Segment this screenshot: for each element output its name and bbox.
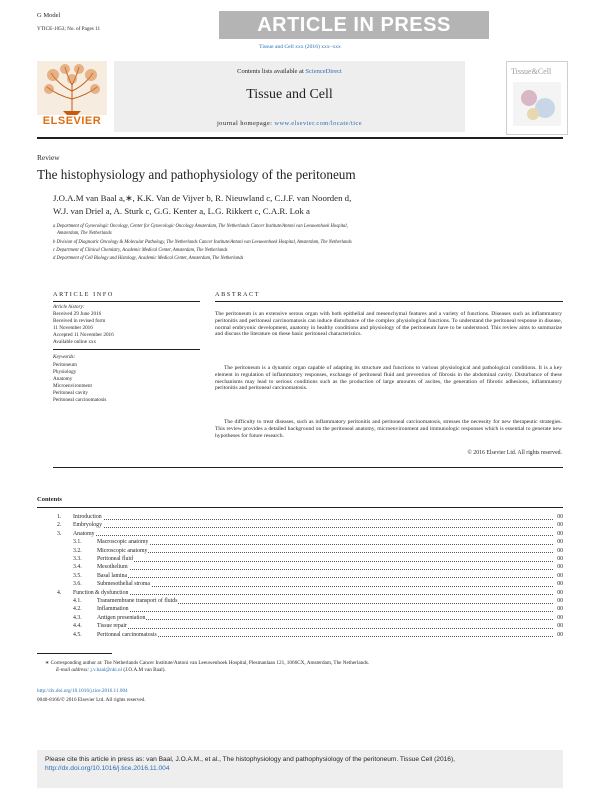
- toc-entry[interactable]: [53, 555, 563, 563]
- elsevier-wordmark: ELSEVIER: [42, 115, 102, 127]
- toc-label: Submesothelial stroma: [97, 581, 150, 588]
- toc-label: Embryology: [73, 522, 102, 529]
- toc-page: 00: [557, 530, 563, 537]
- email-label: E-mail address:: [56, 666, 91, 673]
- divider: [37, 507, 563, 508]
- toc-page: 00: [557, 623, 563, 630]
- keyword: Peritoneal cavity: [53, 390, 89, 396]
- toc-page: 00: [557, 631, 563, 638]
- toc-leader: [97, 563, 553, 570]
- keyword: Microenvironment: [53, 383, 92, 389]
- affiliation: b Division of Diagnostic Oncology & Molecular Pathology, The Netherlands Cancer Institute/Antoni van Leeuwenhoek Hospital, Amsterdam, The Netherlands: [53, 240, 352, 245]
- toc-label: Anatomy: [73, 530, 95, 537]
- toc-entry[interactable]: [53, 589, 563, 597]
- abstract-paragraph: The peritoneum is a dynamic organ capable of adapting its structure and functions to various physiological and pathological conditions. It is a key element in regulation of inflammatory responses, exchange of peritoneal fluid and prevention of fibrosis in the abdominal cavity. Disturbance of these mechanisms may lead to serious conditions such as the production of large amounts of ascites, the generation of fibrotic adhesions, inflammatory peritonitis and peritoneal carcinomatosis.: [215, 365, 562, 392]
- toc-entry[interactable]: [53, 605, 563, 613]
- toc-label: Transmembrane transport of fluids: [97, 598, 178, 604]
- article-info-heading: ARTICLE INFO: [53, 291, 114, 298]
- toc-page: 00: [557, 539, 563, 546]
- keywords-label: Keywords:: [53, 354, 76, 360]
- article-title: The histophysiology and pathophysiology of the peritoneum: [37, 167, 356, 182]
- history-item: Accepted 11 November 2016: [53, 332, 114, 338]
- toc-page: 00: [557, 514, 563, 520]
- toc-entry[interactable]: [53, 513, 563, 521]
- toc-leader: [97, 622, 553, 629]
- toc-number: 3.5.: [73, 572, 82, 579]
- toc-leader: [97, 614, 553, 621]
- toc-page: 00: [557, 614, 563, 621]
- toc-page: 00: [557, 598, 563, 604]
- toc-leader: [73, 530, 553, 537]
- toc-entry[interactable]: [53, 580, 563, 588]
- article-in-press-banner: ARTICLE IN PRESS: [219, 11, 489, 39]
- article-type: Review: [37, 153, 60, 162]
- sciencedirect-link[interactable]: ScienceDirect: [305, 68, 342, 75]
- toc-label: Peritoneal carcinomatosis: [97, 631, 157, 638]
- authors-line-1: J.O.A.M van Baal a,∗, K.K. Van de Vijver b, R. Nieuwland c, C.J.F. van Noorden d,: [53, 193, 352, 203]
- toc-page: 00: [557, 572, 563, 579]
- issn-copyright: 0040-8166/© 2016 Elsevier Ltd. All rights reserved.: [37, 697, 146, 703]
- keyword: Peritoneum: [53, 362, 77, 368]
- toc-label: Macroscopic anatomy: [97, 539, 149, 546]
- abstract-paragraph: The peritoneum is an extensive serous organ with both epithelial and mesenchymal features and a variety of functions. Diseases such as inflammatory peritonitis and peritoneal carcinomatosis can induce disturbance of the complex physiological functions. To understand the peritoneal response in disease, normal embryonic development, anatomy in healthy conditions and physiology of the peritoneum have to be understood. This review aims to summarize and discuss the literature on these basic peritoneal characteristics.: [215, 311, 562, 338]
- g-model-label: G Model: [37, 12, 61, 19]
- toc-entry[interactable]: [53, 521, 563, 529]
- toc-leader: [97, 605, 553, 612]
- journal-title: Tissue and Cell: [246, 87, 333, 102]
- toc-number: 3.2.: [73, 547, 82, 554]
- affiliation: a Department of Gynecologic Oncology, Center for Gynecologic Oncology Amsterdam, The Netherlands Cancer Institute/Antoni van Leeuwenhoek Hospital,: [53, 224, 348, 229]
- toc-leader: [97, 538, 553, 545]
- history-item: Available online xxx: [53, 339, 97, 345]
- email-line: [37, 667, 369, 674]
- toc-leader: [97, 580, 553, 587]
- corresponding-author: ∗ Corresponding author at: The Netherlands Cancer Institute/Antoni van Leeuwenhoek Hospital, Plesmanlaan 121, 1066CX, Amsterdam, The Netherlands.: [45, 660, 370, 666]
- journal-citation: Tissue and Cell xxx (2016) xxx–xxx: [259, 44, 341, 50]
- toc-label: Inflammation: [97, 606, 129, 613]
- affiliation: d Department of Cell Biology and Histology, Academic Medical Center, Amsterdam, The Netherlands: [53, 256, 244, 261]
- toc-leader: [97, 547, 553, 554]
- toc-label: Mesothelium: [97, 564, 128, 571]
- doi-link[interactable]: http://dx.doi.org/10.1016/j.tice.2016.11.004: [37, 688, 128, 694]
- toc-label: Peritoneal fluid: [97, 556, 133, 562]
- toc-entry[interactable]: [53, 547, 563, 555]
- toc-label: Introduction: [73, 514, 102, 520]
- toc-number: 4.1.: [73, 598, 82, 604]
- toc-page: 00: [557, 606, 563, 613]
- toc-page: 00: [557, 589, 563, 596]
- toc-leader: [73, 589, 553, 596]
- toc-label: Basal lamina: [97, 572, 128, 579]
- toc-label: Microscopic anatomy: [97, 547, 148, 554]
- toc-page: 00: [557, 556, 563, 562]
- keyword: Physiology: [53, 369, 77, 375]
- toc-page: 00: [557, 547, 563, 554]
- keyword: Anatomy: [53, 376, 73, 382]
- contents-available: [114, 68, 465, 75]
- authors-line-2: W.J. van Driel a, A. Sturk c, G.G. Kenter a, L.G. Rikkert c, C.A.R. Lok a: [53, 206, 310, 216]
- toc-number: 3.1.: [73, 539, 82, 546]
- homepage-label: journal homepage:: [216, 120, 275, 127]
- toc-number: 4.3.: [73, 614, 82, 621]
- article-code: YTICE-1053; No. of Pages 11: [37, 26, 101, 32]
- toc-entry[interactable]: [53, 614, 563, 622]
- toc-label: Antigen presentation: [97, 614, 146, 621]
- email-link[interactable]: j.v.baal@nki.nl: [90, 666, 123, 673]
- toc-entry[interactable]: [53, 597, 563, 605]
- divider: [53, 349, 200, 350]
- copyright: © 2016 Elsevier Ltd. All rights reserved.: [467, 450, 562, 456]
- toc-number: 4.: [57, 589, 62, 596]
- keyword: Peritoneal carcinomatosis: [53, 397, 107, 403]
- divider: [215, 301, 563, 302]
- contents-prefix: Contents lists available at: [237, 68, 306, 75]
- toc-leader: [97, 572, 553, 579]
- toc-leader: [97, 555, 553, 562]
- toc-entry[interactable]: [53, 622, 563, 630]
- toc-entry[interactable]: [53, 563, 563, 571]
- cite-text: [45, 755, 555, 773]
- toc-leader: [97, 631, 553, 638]
- toc-number: 4.5.: [73, 631, 82, 638]
- toc-number: 3.: [57, 530, 62, 537]
- history-item: Received in revised form: [53, 318, 106, 324]
- affiliation: c Department of Clinical Chemistry, Academic Medical Center, Amsterdam, The Netherlands: [53, 248, 228, 253]
- contents-heading: Contents: [37, 496, 62, 503]
- toc-entry[interactable]: [53, 572, 563, 580]
- toc-page: 00: [557, 581, 563, 588]
- journal-homepage: [114, 120, 465, 127]
- toc-number: 3.3.: [73, 556, 82, 562]
- toc-page: 00: [557, 522, 563, 529]
- toc-label: Function & dysfunction: [73, 589, 129, 596]
- email-suffix: (J.O.A.M van Baal).: [122, 666, 166, 673]
- abstract-paragraph: The difficulty to treat diseases, such as inflammatory peritonitis and peritoneal carcinomatosis, stresses the necessity for new therapeutic strategies. This review provides a detailed background on the peritoneal anatomy, microenvironment and immunologic responses which is essential to generate new hypotheses for future research.: [215, 419, 562, 439]
- toc-number: 3.4.: [73, 564, 82, 571]
- toc-number: 2.: [57, 522, 62, 529]
- toc-page: 00: [557, 564, 563, 571]
- cite-text-body: Please cite this article in press as: van Baal, J.O.A.M., et al., The histophysiology and pathophysiology of the peritoneum. Tissue Cell (2016),: [45, 756, 456, 763]
- journal-cover: [506, 61, 568, 135]
- elsevier-logo: [37, 61, 107, 127]
- toc-leader: [73, 513, 553, 520]
- toc-number: 1.: [57, 514, 62, 520]
- homepage-link[interactable]: www.elsevier.com/locate/tice: [274, 120, 363, 127]
- toc-number: 3.6.: [73, 581, 82, 588]
- footnotes: [37, 660, 369, 674]
- cover-image: [513, 82, 561, 126]
- history-item: Received 29 June 2016: [53, 311, 102, 317]
- footnote-rule: [37, 653, 112, 654]
- toc-entry[interactable]: [53, 538, 563, 546]
- affiliation: Amsterdam, The Netherlands: [57, 231, 112, 236]
- toc-entry[interactable]: [53, 631, 563, 639]
- divider: [53, 301, 200, 302]
- toc-entry[interactable]: [53, 530, 563, 538]
- toc-leader: [73, 521, 553, 528]
- toc-label: Tissue repair: [97, 623, 127, 630]
- cite-doi-link[interactable]: http://dx.doi.org/10.1016/j.tice.2016.11.004: [45, 765, 170, 773]
- toc-number: 4.2.: [73, 606, 82, 613]
- abstract-heading: ABSTRACT: [215, 291, 261, 298]
- toc-number: 4.4.: [73, 623, 82, 630]
- history-item: 11 November 2016: [53, 325, 93, 331]
- cover-title: Tissue&Cell: [511, 67, 552, 76]
- divider: [53, 467, 563, 468]
- history-label: Article history:: [53, 304, 85, 310]
- masthead-rule: [37, 137, 563, 139]
